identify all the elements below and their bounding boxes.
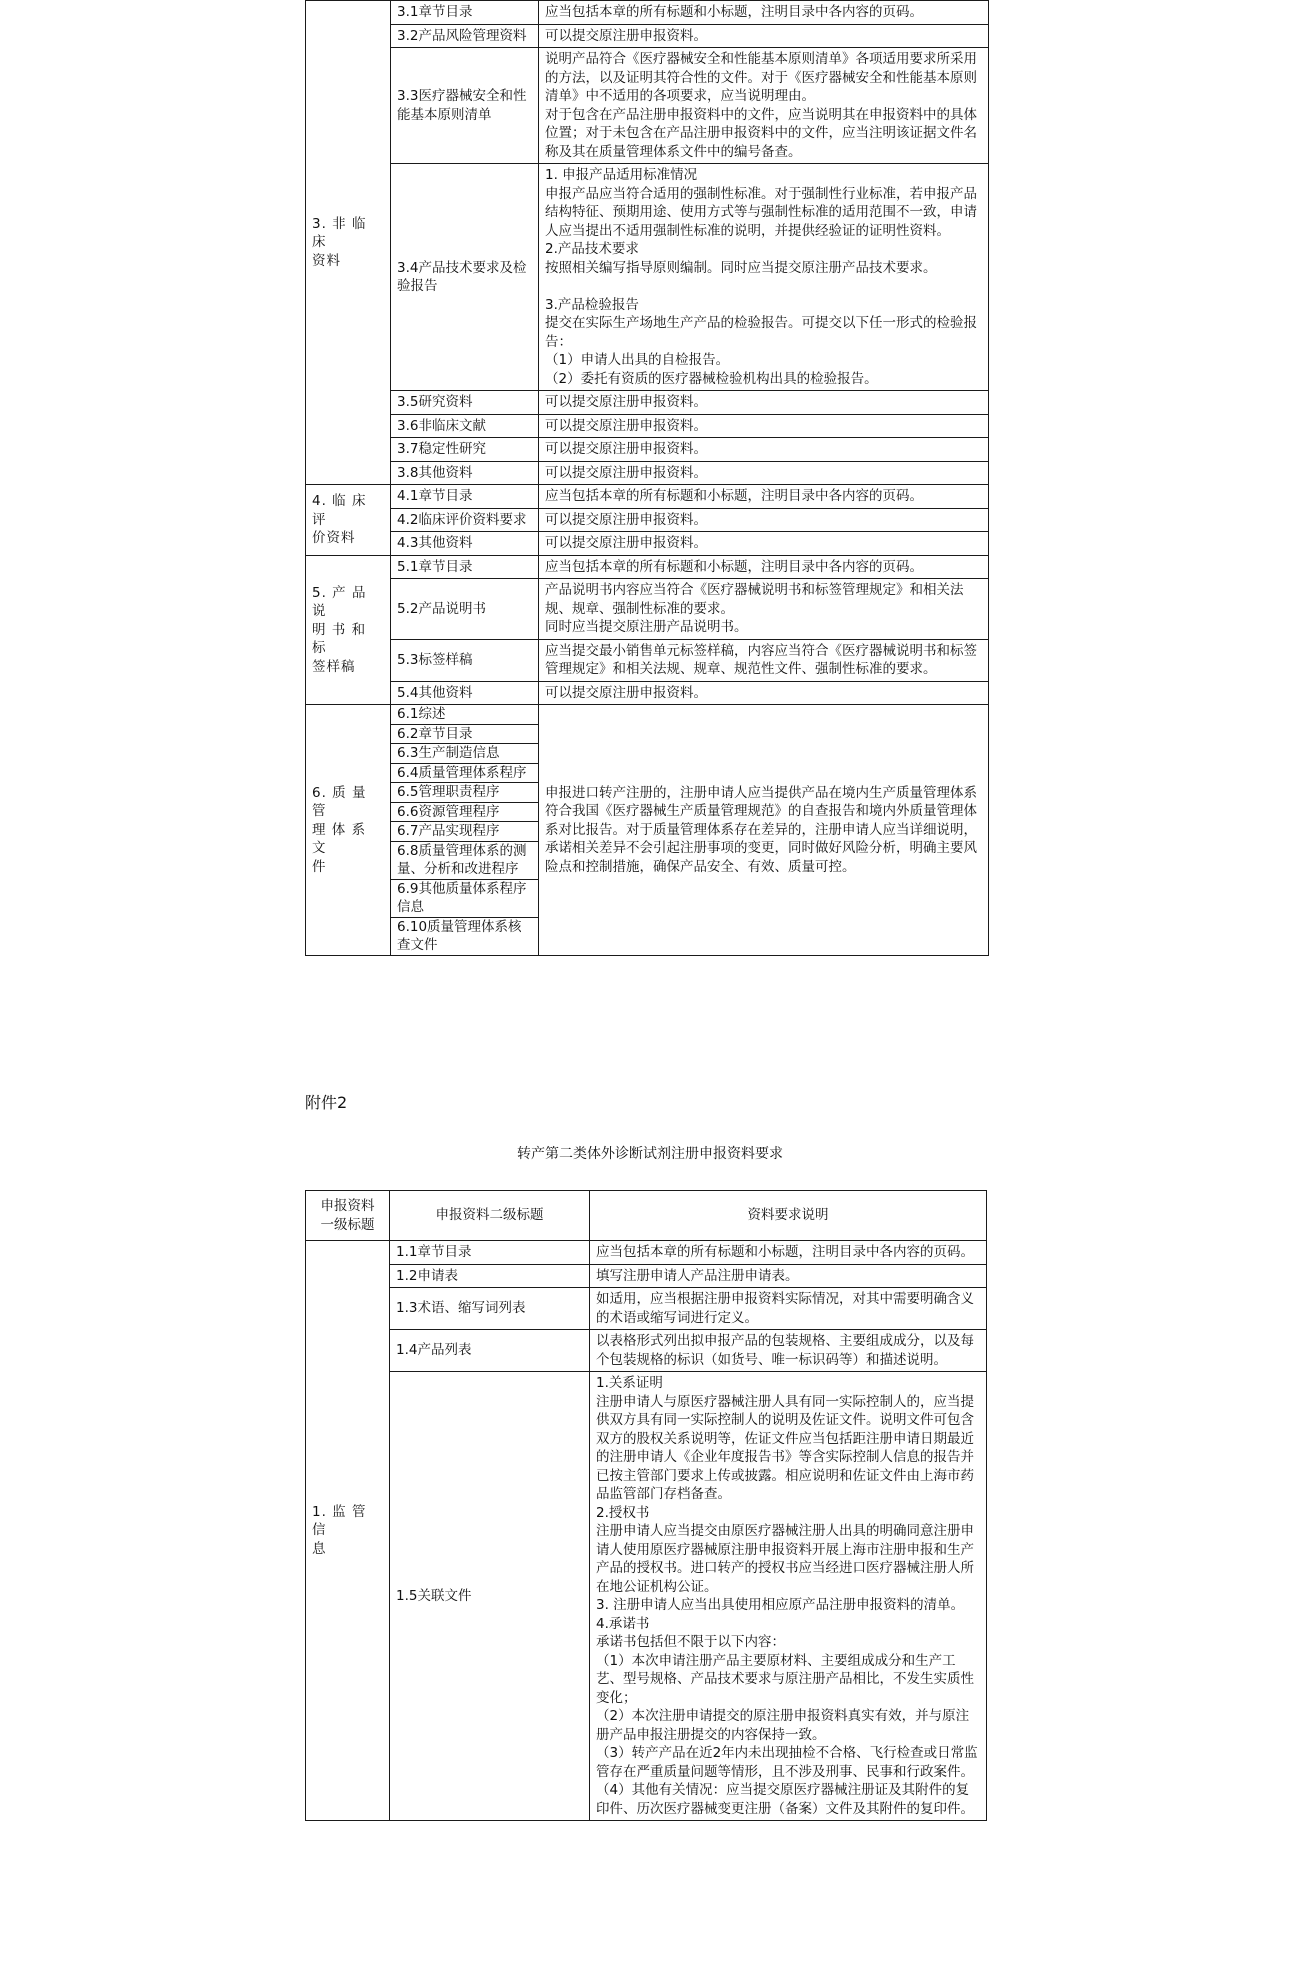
requirement-cell: 可以提交原注册申报资料。	[539, 391, 989, 415]
subsection-cell: 1.4产品列表	[390, 1330, 590, 1372]
subsection-cell: 1.3术语、缩写词列表	[390, 1288, 590, 1330]
requirement-cell: 应当包括本章的所有标题和小标题，注明目录中各内容的页码。	[539, 485, 989, 509]
column-header: 资料要求说明	[590, 1191, 987, 1241]
category-cell: 3. 非 临 床 资料	[306, 1, 391, 485]
table-row	[306, 164, 989, 391]
list-item: 6.3生产制造信息	[391, 744, 538, 764]
requirement-cell: 可以提交原注册申报资料。	[539, 461, 989, 485]
category-cell: 6. 质 量 管 理 体 系 文 件	[306, 705, 391, 956]
requirement-cell: 应当包括本章的所有标题和小标题，注明目录中各内容的页码。	[590, 1241, 987, 1265]
category-cell: 5. 产 品 说 明 书 和 标 签样稿	[306, 555, 391, 705]
table-row	[306, 24, 989, 48]
requirements-table-1	[305, 0, 989, 956]
table-row	[306, 414, 989, 438]
subsection-cell: 4.1章节目录	[391, 485, 539, 509]
requirement-cell: 应当包括本章的所有标题和小标题，注明目录中各内容的页码。	[539, 1, 989, 25]
subsection-cell: 3.5研究资料	[391, 391, 539, 415]
requirement-cell: 如适用，应当根据注册申报资料实际情况，对其中需要明确含义的术语或缩写词进行定义。	[590, 1288, 987, 1330]
requirement-cell: 填写注册申请人产品注册申请表。	[590, 1264, 987, 1288]
requirement-cell: 可以提交原注册申报资料。	[539, 414, 989, 438]
attachment-label: 附件2	[305, 1093, 348, 1112]
table-row	[306, 461, 989, 485]
table-row	[306, 48, 989, 164]
list-item: 6.4质量管理体系程序	[391, 764, 538, 784]
subsection-cell: 3.6非临床文献	[391, 414, 539, 438]
requirement-cell: 可以提交原注册申报资料。	[539, 508, 989, 532]
table-row	[306, 705, 989, 956]
subsection-cell: 5.4其他资料	[391, 681, 539, 705]
table-row	[306, 1, 989, 25]
requirement-cell: 1.关系证明 注册申请人与原医疗器械注册人具有同一实际控制人的，应当提供双方具有同一实际控制人的说明及佐证文件。说明文件可包含双方的股权关系说明等，佐证文件应当包括距注册申请日期最近的注册申请人《企业年度报告书》等含实际控制人信息的报告并已按主管部门要求上传或披露。相应说明和佐证文件由上海市药品监管部门存档备查。 2.授权书 注册申请人应当提交由原医疗器械注册人出具的明确同意注册申请人使用原医疗器械原注册申报资料开展上海市注册申报和生产产品的授权书。进口转产的授权书应当经进口医疗器械注册人所在地公证机构公证。 3. 注册申请人应当出具使用相应原产品注册申报资料的清单。 4.承诺书 承诺书包括但不限于以下内容： （1）本次申请注册产品主要原材料、主要组成成分和生产工艺、型号规格、产品技术要求与原注册产品相比，不发生实质性变化； （2）本次注册申请提交的原注册申报资料真实有效，并与原注册产品申报注册提交的内容保持一致。 （3）转产产品在近2年内未出现抽检不合格、飞行检查或日常监管存在严重质量问题等情形，且不涉及刑事、民事和行政案件。 （4）其他有关情况：应当提交原医疗器械注册证及其附件的复印件、历次医疗器械变更注册（备案）文件及其附件的复印件。	[590, 1372, 987, 1821]
list-item: 6.8质量管理体系的测量、分析和改进程序	[391, 842, 538, 880]
requirement-cell: 说明产品符合《医疗器械安全和性能基本原则清单》各项适用要求所采用的方法，以及证明其符合性的文件。对于《医疗器械安全和性能基本原则清单》中不适用的各项要求，应当说明理由。 对于包含在产品注册申报资料中的文件，应当说明其在申报资料中的具体位置；对于未包含在产品注册申报资料中的文件，应当注明该证据文件名称及其在质量管理体系文件中的编号备查。	[539, 48, 989, 164]
column-header: 申报资料二级标题	[390, 1191, 590, 1241]
subsection-cell: 3.1章节目录	[391, 1, 539, 25]
table-title: 转产第二类体外诊断试剂注册申报资料要求	[517, 1146, 783, 1162]
subsection-cell: 3.8其他资料	[391, 461, 539, 485]
table-row	[306, 1288, 987, 1330]
requirement-cell: 申报进口转产注册的，注册申请人应当提供产品在境内生产质量管理体系符合我国《医疗器械生产质量管理规范》的自查报告和境内外质量管理体系对比报告。对于质量管理体系存在差异的，注册申请人应当详细说明，承诺相关差异不会引起注册事项的变更，同时做好风险分析，明确主要风险点和控制措施，确保产品安全、有效、质量可控。	[539, 705, 989, 956]
subsection-cell: 1.5关联文件	[390, 1372, 590, 1821]
list-item: 6.7产品实现程序	[391, 822, 538, 842]
subsection-cell: 3.2产品风险管理资料	[391, 24, 539, 48]
table-row	[306, 1264, 987, 1288]
requirements-table-2	[305, 1190, 987, 1821]
table-row	[306, 1330, 987, 1372]
subsection-cell: 1.2申请表	[390, 1264, 590, 1288]
requirement-cell: 可以提交原注册申报资料。	[539, 681, 989, 705]
list-item: 6.6资源管理程序	[391, 803, 538, 823]
table-row	[306, 508, 989, 532]
subsection-cell: 5.1章节目录	[391, 555, 539, 579]
category-cell: 4. 临 床 评 价资料	[306, 485, 391, 556]
subsection-cell: 4.3其他资料	[391, 532, 539, 556]
table-row	[306, 639, 989, 681]
requirement-cell: 1. 申报产品适用标准情况 申报产品应当符合适用的强制性标准。对于强制性行业标准，若申报产品结构特征、预期用途、使用方式等与强制性标准的适用范围不一致，申请人应当提出不适用强制性标准的说明，并提供经验证的证明性资料。 2.产品技术要求 按照相关编写指导原则编制。同时应当提交原注册产品技术要求。 3.产品检验报告 提交在实际生产场地生产产品的检验报告。可提交以下任一形式的检验报告： （1）申请人出具的自检报告。 （2）委托有资质的医疗器械检验机构出具的检验报告。	[539, 164, 989, 391]
requirement-cell: 应当提交最小销售单元标签样稿，内容应当符合《医疗器械说明书和标签管理规定》和相关法规、规章、规范性文件、强制性标准的要求。	[539, 639, 989, 681]
requirement-cell: 应当包括本章的所有标题和小标题，注明目录中各内容的页码。	[539, 555, 989, 579]
table-header-row	[306, 1191, 987, 1241]
requirement-cell: 可以提交原注册申报资料。	[539, 438, 989, 462]
subsection-cell: 3.3医疗器械安全和性能基本原则清单	[391, 48, 539, 164]
table-row	[306, 391, 989, 415]
requirement-cell: 产品说明书内容应当符合《医疗器械说明书和标签管理规定》和相关法规、规章、强制性标准的要求。 同时应当提交原注册产品说明书。	[539, 579, 989, 640]
subsection-cell: 5.3标签样稿	[391, 639, 539, 681]
subsection-cell: 5.2产品说明书	[391, 579, 539, 640]
table-row	[306, 579, 989, 640]
list-item: 6.5管理职责程序	[391, 783, 538, 803]
table-row	[306, 438, 989, 462]
table-row	[306, 485, 989, 509]
table-row	[306, 532, 989, 556]
category-cell: 1. 监 管 信 息	[306, 1241, 390, 1821]
table-row	[306, 555, 989, 579]
requirement-cell: 以表格形式列出拟申报产品的包装规格、主要组成成分，以及每个包装规格的标识（如货号、唯一标识码等）和描述说明。	[590, 1330, 987, 1372]
requirement-cell: 可以提交原注册申报资料。	[539, 532, 989, 556]
list-item: 6.2章节目录	[391, 725, 538, 745]
table-row	[306, 1372, 987, 1821]
list-item: 6.1综述	[391, 705, 538, 725]
table-row	[306, 681, 989, 705]
column-header: 申报资料 一级标题	[306, 1191, 390, 1241]
list-item: 6.10质量管理体系核查文件	[397, 918, 522, 953]
subsection-cell: 3.7稳定性研究	[391, 438, 539, 462]
list-item: 6.9其他质量体系程序信息	[391, 880, 538, 918]
subsection-cell: 3.4产品技术要求及检验报告	[391, 164, 539, 391]
table-row	[306, 1241, 987, 1265]
qms-subsection-list	[391, 705, 539, 956]
subsection-cell: 1.1章节目录	[390, 1241, 590, 1265]
requirement-cell: 可以提交原注册申报资料。	[539, 24, 989, 48]
subsection-cell: 4.2临床评价资料要求	[391, 508, 539, 532]
